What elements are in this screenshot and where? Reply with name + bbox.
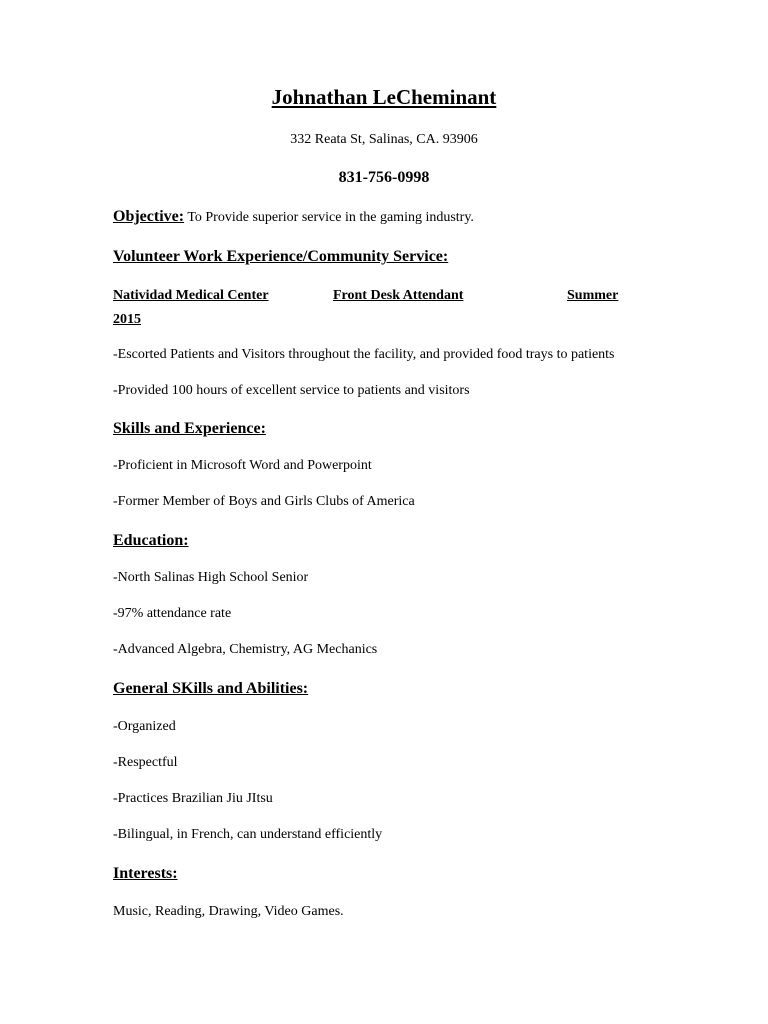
applicant-phone: 831-756-0998 (338, 169, 430, 186)
volunteer-item: -Provided 100 hours of excellent service to patients and visitors (113, 383, 470, 398)
applicant-address: 332 Reata St, Salinas, CA. 93906 (290, 132, 478, 147)
job-role: Front Desk Attendant (333, 288, 464, 303)
skills-experience-item: -Former Member of Boys and Girls Clubs of America (113, 494, 415, 509)
education-item: -North Salinas High School Senior (113, 570, 309, 585)
general-skills-item: -Bilingual, in French, can understand efficiently (113, 827, 383, 842)
general-skills-item: -Practices Brazilian Jiu JItsu (113, 791, 273, 806)
general-skills-heading: General SKills and Abilities: (113, 680, 309, 697)
general-skills-item: -Respectful (113, 755, 178, 770)
objective-text: To Provide superior service in the gaming industry. (184, 210, 474, 225)
skills-experience-item: -Proficient in Microsoft Word and Powerpoint (113, 458, 372, 473)
job-organization: Natividad Medical Center (113, 288, 269, 303)
objective-label: Objective: (113, 208, 185, 225)
applicant-name: Johnathan LeCheminant (271, 85, 497, 109)
volunteer-heading: Volunteer Work Experience/Community Service: (113, 248, 449, 265)
interests-heading: Interests: (113, 865, 178, 882)
education-heading: Education: (113, 532, 189, 549)
objective-line (113, 209, 474, 225)
job-season: Summer (567, 288, 619, 303)
education-item: -97% attendance rate (113, 606, 232, 621)
interests-text: Music, Reading, Drawing, Video Games. (113, 904, 344, 919)
education-item: -Advanced Algebra, Chemistry, AG Mechanics (113, 642, 378, 657)
volunteer-item: -Escorted Patients and Visitors throughout the facility, and provided food trays to patients (113, 347, 615, 362)
skills-experience-heading: Skills and Experience: (113, 420, 266, 437)
general-skills-item: -Organized (113, 719, 176, 734)
job-year: 2015 (113, 312, 141, 327)
